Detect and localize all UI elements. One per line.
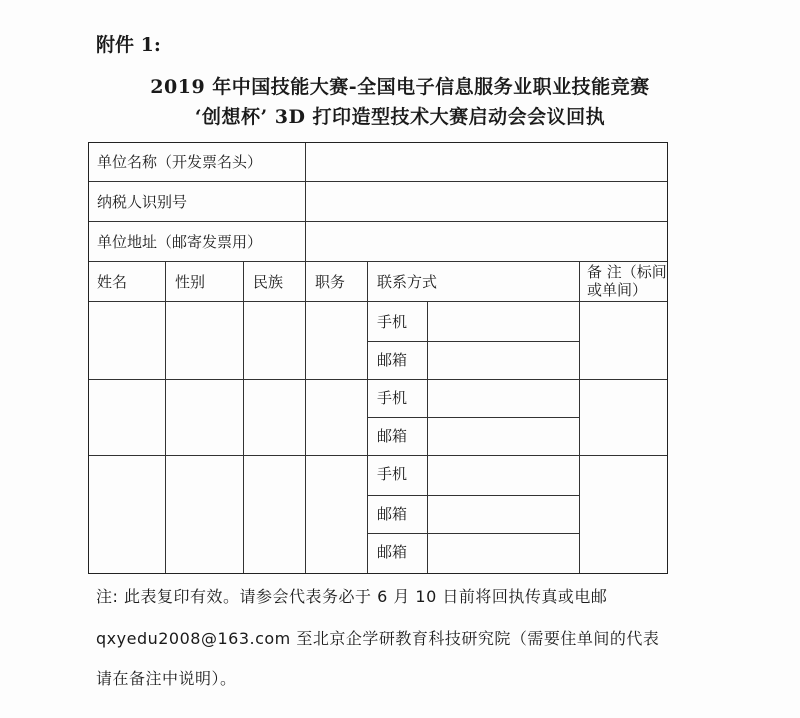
receipt-form-table <box>88 142 668 574</box>
col-divider <box>579 261 580 573</box>
header-gender: 性别 <box>175 273 206 291</box>
email-label: 邮箱 <box>377 351 408 369</box>
contact-divider <box>367 533 579 534</box>
col-divider <box>427 301 428 573</box>
col-divider <box>165 261 166 573</box>
header-position: 职务 <box>315 273 346 291</box>
email-label: 邮箱 <box>377 427 408 445</box>
group-divider <box>89 455 667 456</box>
row-divider <box>89 181 667 182</box>
contact-divider <box>367 341 579 342</box>
row-divider <box>89 221 667 222</box>
email-label: 邮箱 <box>377 505 408 523</box>
note-line3: 请在备注中说明）。 <box>96 669 237 688</box>
document-title-line1: 2019 年中国技能大赛-全国电子信息服务业职业技能竞赛 <box>150 76 650 98</box>
col-divider <box>305 261 306 573</box>
col-divider <box>305 143 306 261</box>
phone-label: 手机 <box>377 465 408 483</box>
unit-name-label: 单位名称（开发票名头） <box>97 153 263 171</box>
contact-divider <box>367 417 579 418</box>
col-divider <box>243 261 244 573</box>
note-line2: qxyedu2008@163.com 至北京企学研教育科技研究院（需要住单间的代表 <box>96 629 660 648</box>
attachment-label: 附件 1: <box>96 34 161 56</box>
document-title-line2: ‘创想杯’ 3D 打印造型技术大赛启动会会议回执 <box>194 106 606 128</box>
phone-label: 手机 <box>377 313 408 331</box>
email-label: 邮箱 <box>377 543 408 561</box>
row-divider <box>89 261 667 262</box>
header-contact: 联系方式 <box>377 273 438 291</box>
group-divider <box>89 379 667 380</box>
contact-divider <box>367 495 579 496</box>
unit-address-label: 单位地址（邮寄发票用） <box>97 233 263 251</box>
row-divider <box>89 301 667 302</box>
tax-id-label: 纳税人识别号 <box>97 193 188 211</box>
header-remarks-line1: 备 注（标间 <box>587 263 667 281</box>
col-divider <box>367 261 368 573</box>
header-remarks-line2: 或单间） <box>587 281 648 299</box>
header-ethnicity: 民族 <box>253 273 284 291</box>
header-name: 姓名 <box>97 273 128 291</box>
note-line1: 注: 此表复印有效。请参会代表务必于 6 月 10 日前将回执传真或电邮 <box>96 587 608 606</box>
phone-label: 手机 <box>377 389 408 407</box>
